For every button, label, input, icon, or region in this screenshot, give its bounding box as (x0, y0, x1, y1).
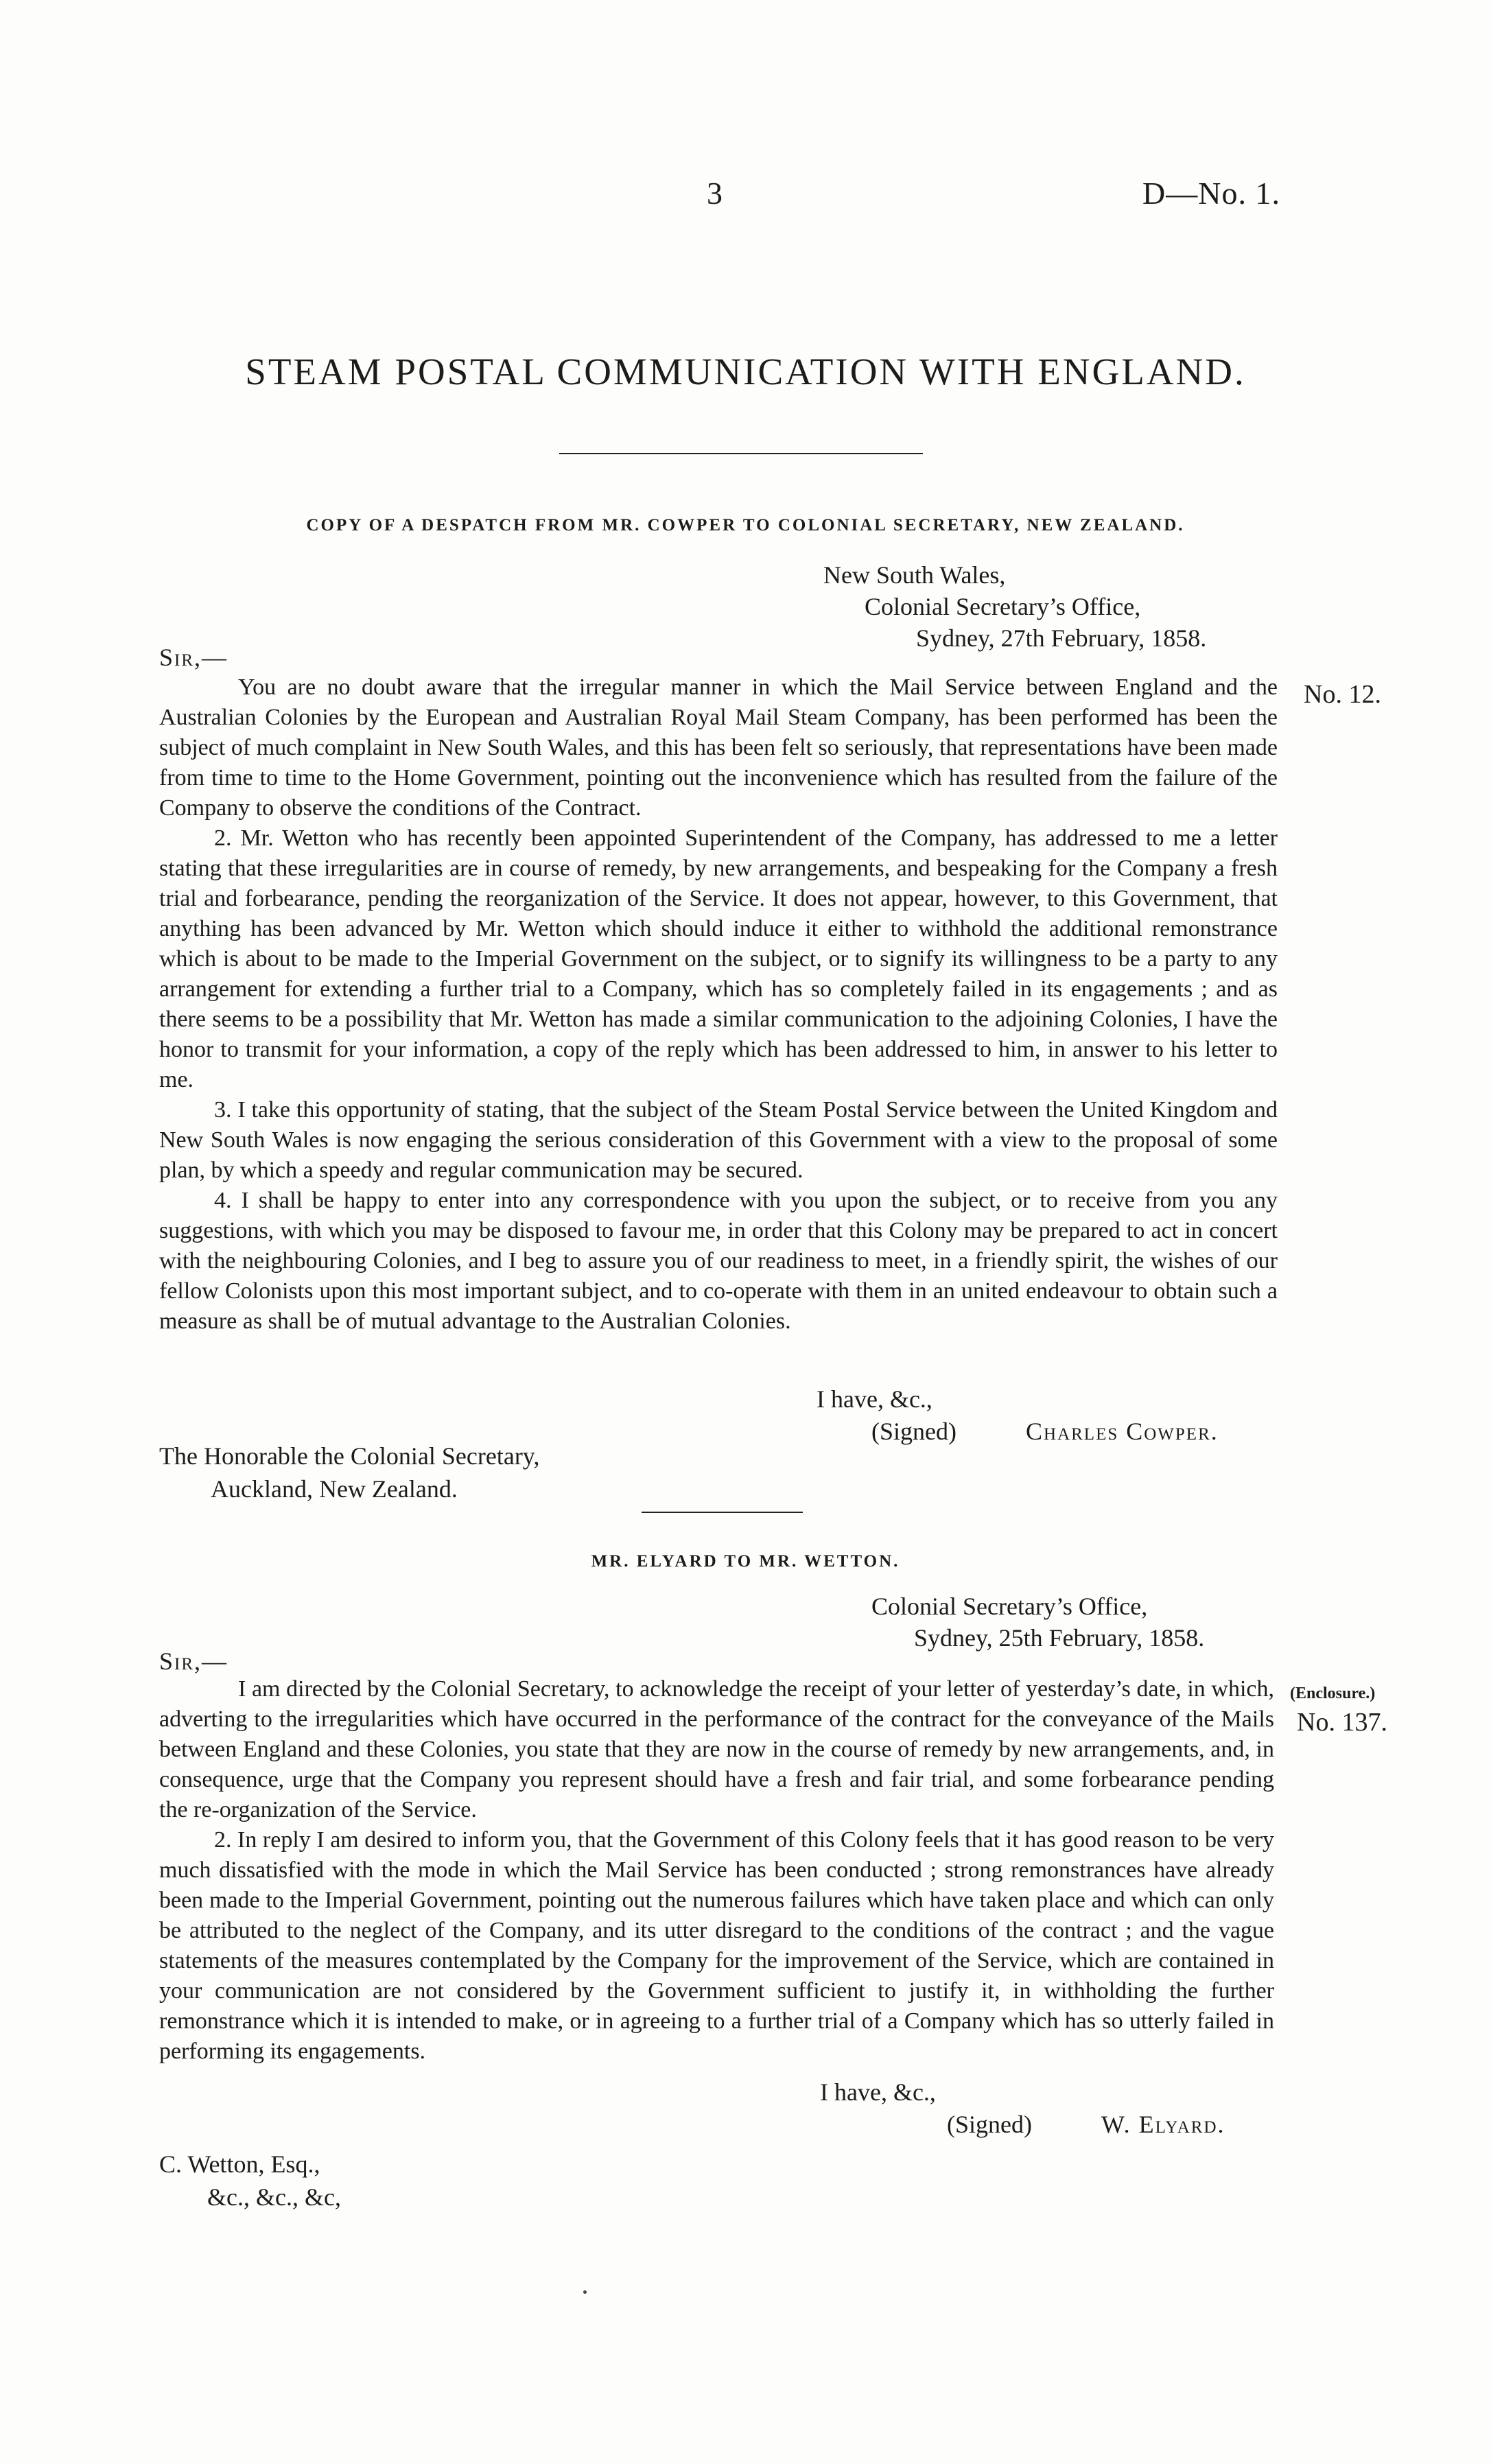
paragraph: 4. I shall be happy to enter into any correspondence with you upon the subject, or to receive from you any suggestions, with which you may be disposed to favour me, in order that this Colony may be prepared to act in concert with the neighbouring Colonies, and I beg to assure you of our readiness to meet, in a friendly spirit, the wishes of our fellow Colonists upon this most important subject, and to co-operate with them in an united endeavour to obtain such a measure as shall be of mutual advantage to the Australian Colonies. (159, 1188, 1278, 1334)
margin-note: No. 12. (1304, 680, 1381, 709)
recipient-line: Auckland, New Zealand. (211, 1475, 458, 1503)
signatory: Charles Cowper. (1026, 1418, 1219, 1445)
sender-address (871, 1591, 1204, 1654)
recipient (159, 1440, 539, 1505)
closing: I have, &c., (820, 2078, 936, 2106)
recipient-line: The Honorable the Colonial Secretary, (159, 1442, 540, 1470)
despatch-body (159, 672, 1278, 1337)
salutation: Sir,— (159, 644, 228, 671)
letter-heading: MR. ELYARD TO MR. WETTON. (591, 1552, 900, 1571)
recipient-line: C. Wetton, Esq., (159, 2150, 320, 2178)
page-number: 3 (707, 176, 723, 211)
address-line: Colonial Secretary’s Office, (871, 1593, 1148, 1620)
paragraph: 3. I take this opportunity of stating, that the subject of the Steam Postal Service between the United Kingdom and New South Wales is now engaging the serious consideration of this Government with a view to the proposal of some plan, by which a speedy and regular communication may be secured. (159, 1097, 1278, 1183)
document-reference: D—No. 1. (1142, 176, 1280, 211)
sender-address (823, 559, 1206, 654)
paragraph: 2. Mr. Wetton who has recently been appointed Superintendent of the Company, has addressed to me a letter stating that these irregularities are in course of remedy, by new arrangements, and bespeaking for the Company a fresh trial and forbearance, pending the reorganization of the Service. It does not appear, however, to this Government, that anything has been advanced by Mr. Wetton which should induce it either to withhold the additional remonstrance which is about to be made to the Imperial Government on the subject, or to signify its willingness to be a party to any arrangement for extending a further trial to a Company, which has so completely failed in its engagements ; and as there seems to be a possibility that Mr. Wetton has made a similar communication to the adjoining Colonies, I have the honor to transmit for your information, a copy of the reply which has been addressed to him, in answer to his letter to me. (159, 825, 1278, 1092)
section-divider (642, 1512, 803, 1513)
salutation: Sir,— (159, 1647, 228, 1675)
address-line: Colonial Secretary’s Office, (865, 593, 1141, 620)
signed-label: (Signed) (947, 2111, 1032, 2138)
recipient (159, 2148, 341, 2214)
recipient-line: &c., &c., &c, (207, 2183, 341, 2211)
margin-note: No. 137. (1297, 1708, 1387, 1737)
closing: I have, &c., (817, 1385, 932, 1413)
page-title: STEAM POSTAL COMMUNICATION WITH ENGLAND. (245, 351, 1246, 392)
signed-label: (Signed) (871, 1418, 956, 1445)
letter-body (159, 1674, 1274, 2067)
enclosure-note: (Enclosure.) (1290, 1685, 1376, 1702)
title-divider (559, 453, 923, 454)
paragraph: I am directed by the Colonial Secretary, to acknowledge the receipt of your letter of yesterday’s date, in which, adverting to the irregularities which have occurred in the performance of the contract for the conveyance of the Mails between England and these Colonies, you state that they are now in the course of remedy by new arrangements, and, in consequence, urge that the Company you represent should have a fresh and fair trial, and some forbearance pending the re-organization of the Service. (159, 1676, 1274, 1822)
paragraph: 2. In reply I am desired to inform you, that the Government of this Colony feels that it has good reason to be very much dissatisfied with the mode in which the Mail Service has been conducted ; strong remonstrances have already been made to the Imperial Government, pointing out the numerous failures which have taken place and which can only be attributed to the neglect of the Company, and its utter disregard to the conditions of the contract ; and the vague statements of the measures contemplated by the Company for the improvement of the Service, which are contained in your communication are not considered by the Government sufficient to justify it, in withholding the further remonstrance which it is intended to make, or in agreeing to a further trial of a Company which has so utterly failed in performing its engagements. (159, 1827, 1274, 2064)
address-line: Sydney, 25th February, 1858. (914, 1624, 1205, 1652)
paragraph: You are no doubt aware that the irregular manner in which the Mail Service between England and the Australian Colonies by the European and Australian Royal Mail Steam Company, has been performed has been the subject of much complaint in New South Wales, and this has been felt so seriously, that representations have been made from time to time to the Home Government, pointing out the inconvenience which has resulted from the failure of the Company to observe the conditions of the Contract. (159, 674, 1278, 821)
despatch-heading: COPY OF A DESPATCH FROM MR. COWPER TO COLONIAL SECRETARY, NEW ZEALAND. (306, 516, 1185, 535)
signatory: W. Elyard. (1101, 2111, 1225, 2138)
address-line: New South Wales, (823, 561, 1006, 589)
address-line: Sydney, 27th February, 1858. (916, 624, 1207, 652)
ink-speck (583, 2290, 587, 2294)
